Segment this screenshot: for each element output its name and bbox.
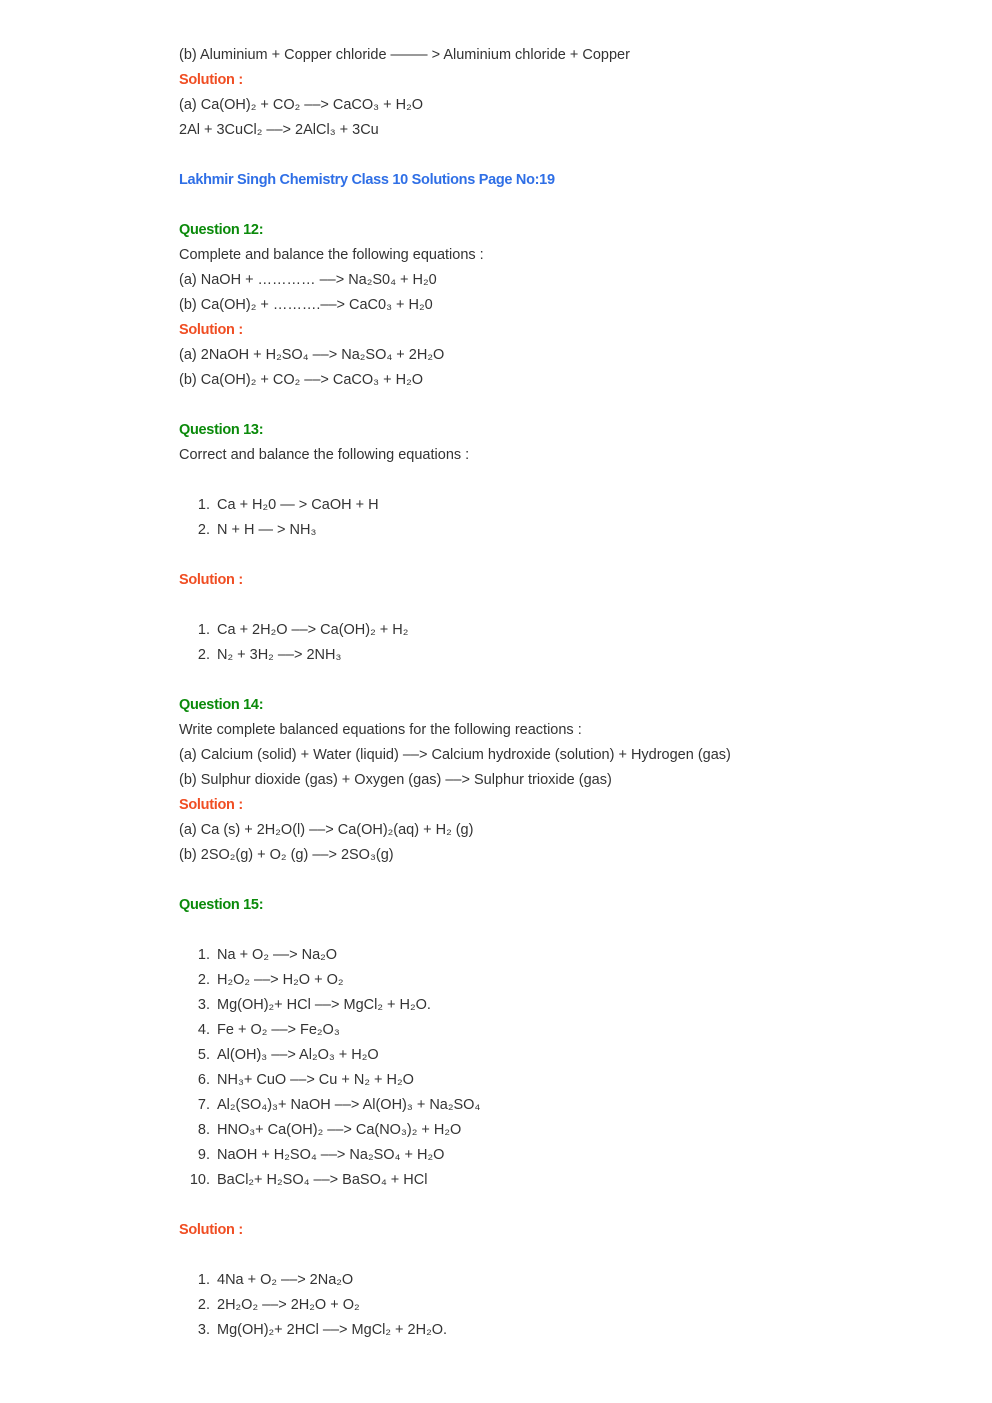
spacer xyxy=(179,593,939,618)
list-number: 10. xyxy=(189,1172,210,1188)
list-number: 2. xyxy=(197,647,210,663)
document-body xyxy=(179,43,939,1343)
list-number: 1. xyxy=(197,1272,210,1288)
list-item xyxy=(179,1118,939,1143)
body-text: (a) 2NaOH + H₂SO₄ ––> Na₂SO₄ + 2H₂O xyxy=(179,347,445,363)
list-item-text: NH₃+ CuO ––> Cu + N₂ + H₂O xyxy=(217,1072,414,1088)
list-item-text: Na + O₂ ––> Na₂O xyxy=(217,947,338,963)
list-item-text: Ca + 2H₂O ––> Ca(OH)₂ + H₂ xyxy=(217,622,409,638)
body-text: (a) Ca (s) + 2H₂O(l) ––> Ca(OH)₂(aq) + H₂ (g) xyxy=(179,822,474,838)
list-item xyxy=(179,493,939,518)
solution-heading: Solution : xyxy=(179,797,243,813)
list-number: 9. xyxy=(197,1147,210,1163)
list-number: 1. xyxy=(197,947,210,963)
list-item-text: Mg(OH)₂+ 2HCl ––> MgCl₂ + 2H₂O. xyxy=(217,1322,448,1338)
list-item xyxy=(179,1293,939,1318)
list-item xyxy=(179,1268,939,1293)
body-text: (a) Calcium (solid) + Water (liquid) ––> Calcium hydroxide (solution) + Hydrogen (gas) xyxy=(179,747,731,763)
list-number: 5. xyxy=(197,1047,210,1063)
body-text: (b) 2SO₂(g) + O₂ (g) ––> 2SO₃(g) xyxy=(179,847,394,863)
spacer xyxy=(179,918,939,943)
question-heading: Question 15: xyxy=(179,897,264,913)
list-item-text: Mg(OH)₂+ HCl ––> MgCl₂ + H₂O. xyxy=(217,997,431,1013)
list-number: 4. xyxy=(197,1022,210,1038)
list-number: 8. xyxy=(197,1122,210,1138)
list-item xyxy=(179,643,939,668)
list-number: 7. xyxy=(197,1097,210,1113)
list-number: 1. xyxy=(197,497,210,513)
spacer xyxy=(179,868,939,893)
list-item xyxy=(179,1093,939,1118)
body-text: (b) Ca(OH)₂ + ……….––> CaC0₃ + H₂0 xyxy=(179,297,433,313)
list-number: 3. xyxy=(197,1322,210,1338)
question-heading: Question 14: xyxy=(179,697,264,713)
list-number: 2. xyxy=(197,1297,210,1313)
question-heading: Question 12: xyxy=(179,222,264,238)
body-text: 2Al + 3CuCl₂ ––> 2AlCl₃ + 3Cu xyxy=(179,122,379,138)
list-item xyxy=(179,1018,939,1043)
list-item-text: Al₂(SO₄)₃+ NaOH ––> Al(OH)₃ + Na₂SO₄ xyxy=(217,1097,481,1113)
list-item-text: BaCl₂+ H₂SO₄ ––> BaSO₄ + HCl xyxy=(217,1172,428,1188)
spacer xyxy=(179,193,939,218)
solution-heading: Solution : xyxy=(179,1222,243,1238)
list-item xyxy=(179,968,939,993)
solution-heading: Solution : xyxy=(179,572,243,588)
page-link[interactable]: Lakhmir Singh Chemistry Class 10 Solutions Page No:19 xyxy=(179,172,555,188)
list-item-text: 2H₂O₂ ––> 2H₂O + O₂ xyxy=(217,1297,360,1313)
list-item-text: N + H — > NH₃ xyxy=(217,522,317,538)
list-number: 2. xyxy=(197,972,210,988)
list-item xyxy=(179,518,939,543)
body-text: Complete and balance the following equations : xyxy=(179,247,484,263)
spacer xyxy=(179,1243,939,1268)
list-item-text: H₂O₂ ––> H₂O + O₂ xyxy=(217,972,344,988)
solution-heading: Solution : xyxy=(179,72,243,88)
spacer xyxy=(179,143,939,168)
body-text: (a) Ca(OH)₂ + CO₂ ––> CaCO₃ + H₂O xyxy=(179,97,423,113)
spacer xyxy=(179,468,939,493)
spacer xyxy=(179,393,939,418)
body-text: (b) Ca(OH)₂ + CO₂ ––> CaCO₃ + H₂O xyxy=(179,372,423,388)
list-number: 2. xyxy=(197,522,210,538)
list-number: 6. xyxy=(197,1072,210,1088)
list-item-text: Al(OH)₃ ––> Al₂O₃ + H₂O xyxy=(217,1047,379,1063)
list-item-text: N₂ + 3H₂ ––> 2NH₃ xyxy=(217,647,342,663)
spacer xyxy=(179,668,939,693)
body-text: (a) NaOH + ………… ––> Na₂S0₄ + H₂0 xyxy=(179,272,437,288)
list-item-text: 4Na + O₂ ––> 2Na₂O xyxy=(217,1272,354,1288)
list-number: 3. xyxy=(197,997,210,1013)
list-item xyxy=(179,1318,939,1343)
body-text: Correct and balance the following equations : xyxy=(179,447,470,463)
question-heading: Question 13: xyxy=(179,422,264,438)
body-text: (b) Sulphur dioxide (gas) + Oxygen (gas) ––> Sulphur trioxide (gas) xyxy=(179,772,612,788)
list-item-text: Ca + H₂0 — > CaOH + H xyxy=(217,497,379,513)
list-item xyxy=(179,1068,939,1093)
body-text: Write complete balanced equations for the following reactions : xyxy=(179,722,582,738)
list-item xyxy=(179,943,939,968)
list-item-text: NaOH + H₂SO₄ ––> Na₂SO₄ + H₂O xyxy=(217,1147,445,1163)
list-item xyxy=(179,1168,939,1193)
solution-heading: Solution : xyxy=(179,322,243,338)
list-item xyxy=(179,993,939,1018)
spacer xyxy=(179,543,939,568)
body-text: (b) Aluminium + Copper chloride ——– > Aluminium chloride + Copper xyxy=(179,47,630,63)
list-item xyxy=(179,618,939,643)
list-item-text: Fe + O₂ ––> Fe₂O₃ xyxy=(217,1022,340,1038)
spacer xyxy=(179,1193,939,1218)
list-item xyxy=(179,1143,939,1168)
list-item xyxy=(179,1043,939,1068)
list-item-text: HNO₃+ Ca(OH)₂ ––> Ca(NO₃)₂ + H₂O xyxy=(217,1122,462,1138)
list-number: 1. xyxy=(197,622,210,638)
